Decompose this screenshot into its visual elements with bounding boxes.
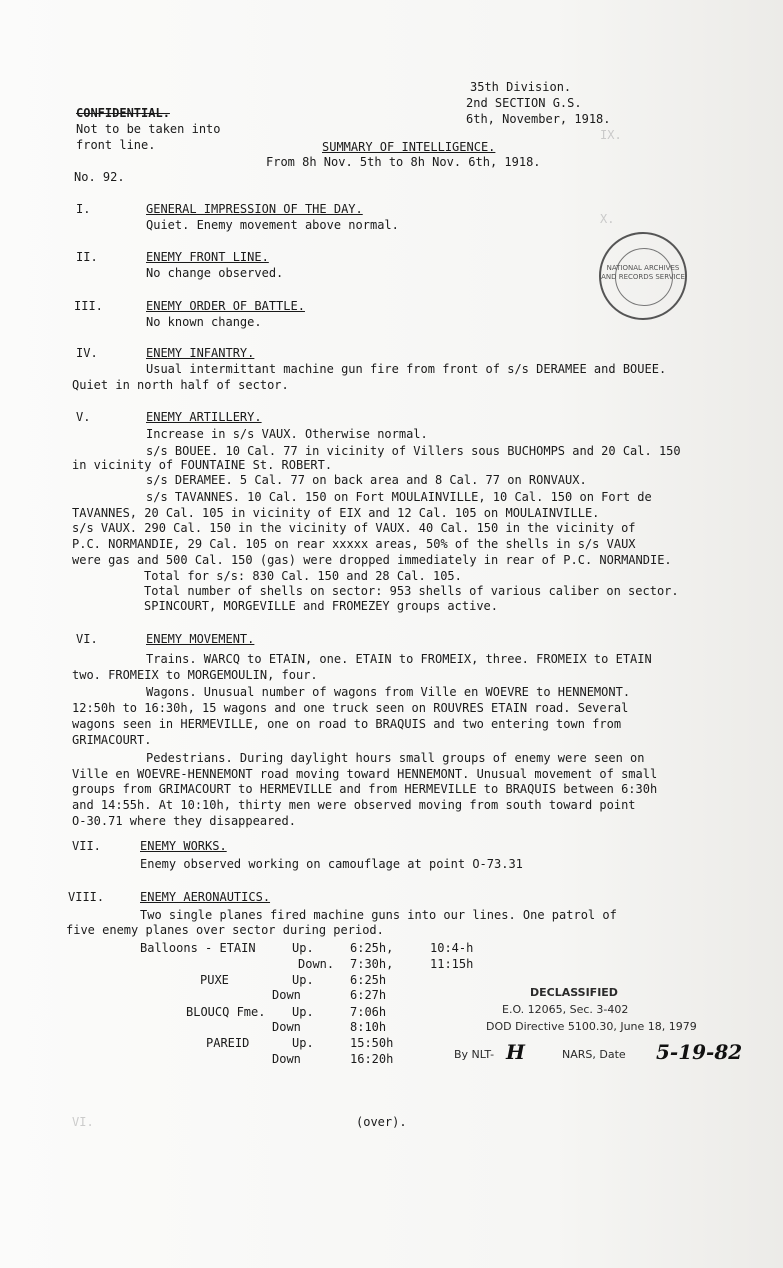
period: From 8h Nov. 5th to 8h Nov. 6th, 1918. xyxy=(266,155,541,169)
section-text: No known change. xyxy=(146,315,262,329)
section-text: Quiet in north half of sector. xyxy=(72,378,289,392)
section-text: TAVANNES, 20 Cal. 105 in vicinity of EIX and 12 Cal. 105 on MOULAINVILLE. xyxy=(72,506,600,520)
section-heading: ENEMY FRONT LINE. xyxy=(146,250,269,264)
time: 11:15h xyxy=(430,957,474,971)
section-text: Increase in s/s VAUX. Otherwise normal. xyxy=(146,427,428,441)
section-text: s/s DERAMEE. 5 Cal. 77 on back area and 8 Cal. 77 on RONVAUX. xyxy=(146,473,587,487)
section-heading: ENEMY AERONAUTICS. xyxy=(140,890,271,904)
section: 2nd SECTION G.S. xyxy=(466,96,582,110)
document-title: SUMMARY OF INTELLIGENCE. xyxy=(322,140,496,154)
section-numeral: III. xyxy=(74,299,103,313)
section-numeral: II. xyxy=(76,250,98,264)
archive-stamp xyxy=(599,232,687,320)
time: 16:20h xyxy=(350,1052,394,1066)
time: 6:25h xyxy=(350,973,387,987)
date: 6th, November, 1918. xyxy=(466,112,611,126)
declassified-stamp: DECLASSIFIED xyxy=(530,986,618,999)
section-text: five enemy planes over sector during period. xyxy=(66,923,384,937)
archive-stamp-text: NATIONAL ARCHIVES AND RECORDS SERVICE xyxy=(601,264,685,281)
section-text: No change observed. xyxy=(146,266,284,280)
section-text: were gas and 500 Cal. 150 (gas) were dropped immediately in rear of P.C. NORMANDIE. xyxy=(72,553,672,567)
section-numeral: V. xyxy=(76,410,91,424)
balloon-site: PAREID xyxy=(206,1036,250,1050)
balloon-site: PUXE xyxy=(200,973,229,987)
section-text: s/s TAVANNES. 10 Cal. 150 on Fort MOULAINVILLE, 10 Cal. 150 on Fort de xyxy=(146,490,652,504)
section-heading: ENEMY MOVEMENT. xyxy=(146,632,255,646)
section-text: Enemy observed working on camouflage at point O-73.31 xyxy=(140,857,523,871)
time: 15:50h xyxy=(350,1036,394,1050)
section-numeral: VI. xyxy=(76,632,98,646)
direction: Up. xyxy=(292,1036,314,1050)
time: 6:27h xyxy=(350,988,387,1002)
section-numeral: I. xyxy=(76,202,91,216)
section-text: GRIMACOURT. xyxy=(72,733,152,747)
section-text: Pedestrians. During daylight hours small groups of enemy were seen on xyxy=(146,751,645,765)
section-numeral: IV. xyxy=(76,346,98,360)
section-text: P.C. NORMANDIE, 29 Cal. 105 on rear xxxxx areas, 50% of the shells in s/s VAUX xyxy=(72,537,636,551)
bleed-through: IX. xyxy=(600,128,622,142)
time: 6:25h, xyxy=(350,941,394,955)
section-text: and 14:55h. At 10:10h, thirty men were observed moving from south toward point xyxy=(72,798,636,812)
section-heading: GENERAL IMPRESSION OF THE DAY. xyxy=(146,202,363,216)
direction: Down xyxy=(272,1052,301,1066)
section-text: Usual intermittant machine gun fire from front of s/s DERAMEE and BOUEE. xyxy=(146,362,667,376)
section-text: s/s VAUX. 290 Cal. 150 in the vicinity of VAUX. 40 Cal. 150 in the vicinity of xyxy=(72,521,636,535)
handling-note-2: front line. xyxy=(76,138,156,152)
time: 8:10h xyxy=(350,1020,387,1034)
declassified-by: By NLT- xyxy=(454,1048,495,1061)
over-note: (over). xyxy=(356,1115,407,1129)
section-text: wagons seen in HERMEVILLE, one on road to BRAQUIS and two entering town from xyxy=(72,717,622,731)
section-text: 12:50h to 16:30h, 15 wagons and one truck seen on ROUVRES ETAIN road. Several xyxy=(72,701,629,715)
section-text: SPINCOURT, MORGEVILLE and FROMEZEY groups active. xyxy=(144,599,499,613)
time: 7:30h, xyxy=(350,957,394,971)
handwritten-date: 5-19-82 xyxy=(656,1040,743,1064)
doc-number: No. 92. xyxy=(74,170,125,184)
direction: Up. xyxy=(292,973,314,987)
direction: Down xyxy=(272,988,301,1002)
section-heading: ENEMY WORKS. xyxy=(140,839,227,853)
section-heading: ENEMY ORDER OF BATTLE. xyxy=(146,299,305,313)
direction: Up. xyxy=(292,941,314,955)
section-heading: ENEMY ARTILLERY. xyxy=(146,410,262,424)
section-text: groups from GRIMACOURT to HERMEVILLE and from HERMEVILLE to BRAQUIS between 6:30h xyxy=(72,782,658,796)
balloon-site: BLOUCQ Fme. xyxy=(186,1005,266,1019)
section-text: Total for s/s: 830 Cal. 150 and 28 Cal. 105. xyxy=(144,569,462,583)
direction: Down xyxy=(272,1020,301,1034)
bleed-through: X. xyxy=(600,212,615,226)
declassified-authority: E.O. 12065, Sec. 3-402 xyxy=(502,1003,629,1016)
section-numeral: VIII. xyxy=(68,890,105,904)
section-text: two. FROMEIX to MORGEMOULIN, four. xyxy=(72,668,318,682)
direction: Down. xyxy=(298,957,335,971)
time: 7:06h xyxy=(350,1005,387,1019)
section-text: O-30.71 where they disappeared. xyxy=(72,814,296,828)
declassified-directive: DOD Directive 5100.30, June 18, 1979 xyxy=(486,1020,697,1033)
section-numeral: VII. xyxy=(72,839,101,853)
declassified-agency: NARS, Date xyxy=(562,1048,626,1061)
handling-note-1: Not to be taken into xyxy=(76,122,221,136)
section-text: Trains. WARCQ to ETAIN, one. ETAIN to FROMEIX, three. FROMEIX to ETAIN xyxy=(146,652,652,666)
section-text: in vicinity of FOUNTAINE St. ROBERT. xyxy=(72,458,333,472)
direction: Up. xyxy=(292,1005,314,1019)
bleed-through: VI. xyxy=(72,1115,94,1129)
signature-initials: H xyxy=(506,1040,525,1064)
section-text: Total number of shells on sector: 953 shells of various caliber on sector. xyxy=(144,584,679,598)
section-text: Quiet. Enemy movement above normal. xyxy=(146,218,399,232)
balloon-label: Balloons - ETAIN xyxy=(140,941,256,955)
section-text: Two single planes fired machine guns into our lines. One patrol of xyxy=(140,908,617,922)
section-heading: ENEMY INFANTRY. xyxy=(146,346,255,360)
classification: CONFIDENTIAL. xyxy=(76,106,170,120)
section-text: s/s BOUEE. 10 Cal. 77 in vicinity of Villers sous BUCHOMPS and 20 Cal. 150 xyxy=(146,444,681,458)
time: 10:4-h xyxy=(430,941,474,955)
section-text: Ville en WOEVRE-HENNEMONT road moving toward HENNEMONT. Unusual movement of small xyxy=(72,767,658,781)
section-text: Wagons. Unusual number of wagons from Ville en WOEVRE to HENNEMONT. xyxy=(146,685,631,699)
division: 35th Division. xyxy=(470,80,572,94)
